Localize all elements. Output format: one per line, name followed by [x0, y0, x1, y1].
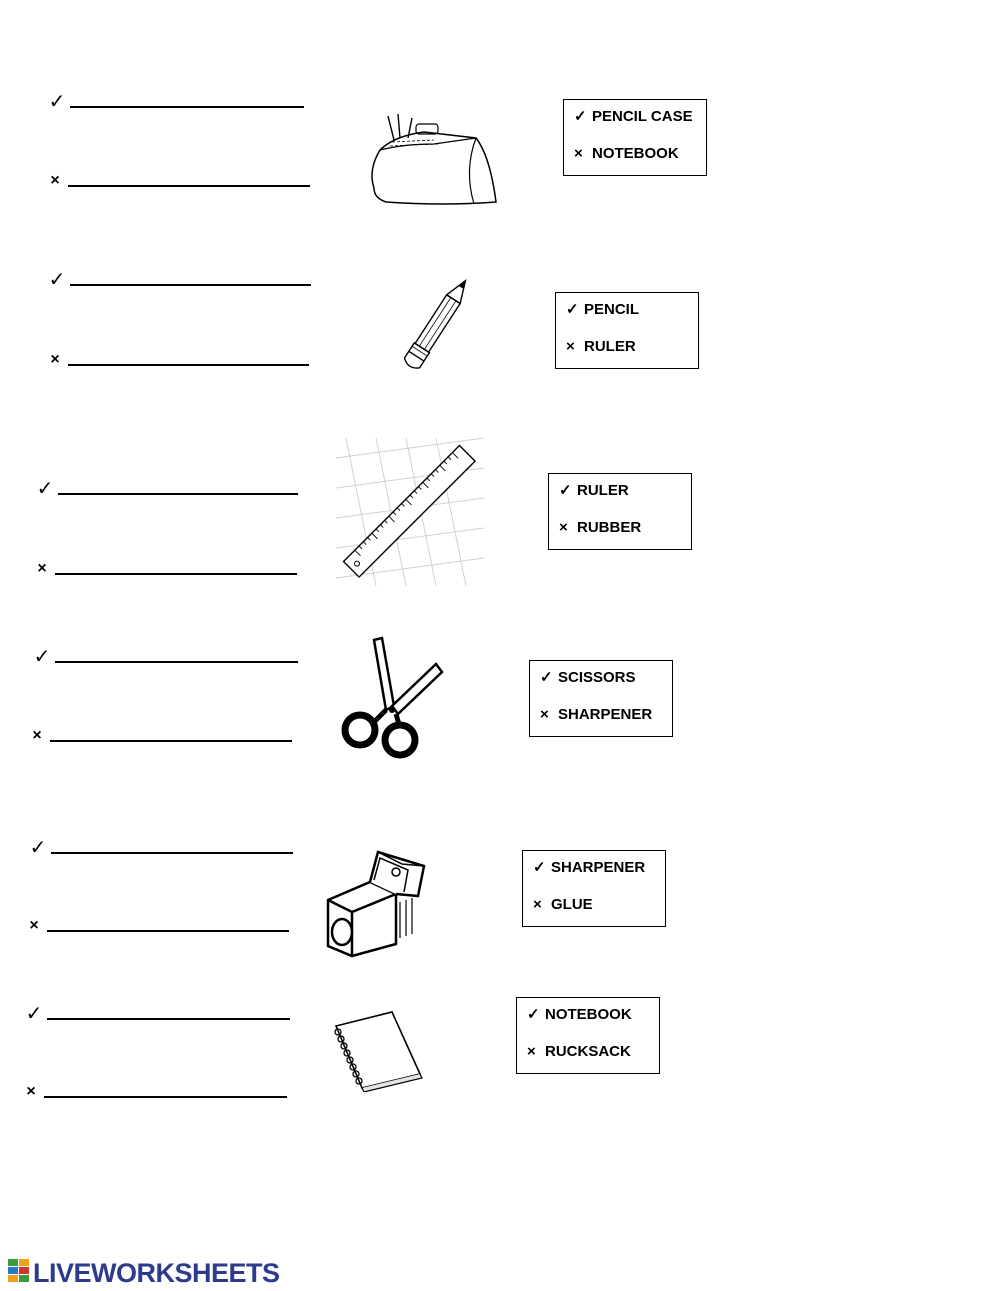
cross-icon: × [574, 145, 583, 162]
answer-line-correct-6 [25, 1000, 290, 1024]
answer-input-correct-6[interactable] [47, 1018, 290, 1020]
check-icon: ✓ [533, 859, 546, 876]
answer-line-wrong-1 [46, 167, 310, 191]
check-icon: ✓ [540, 669, 553, 686]
option-correct: ✓ NOTEBOOK [527, 1004, 649, 1041]
option-correct: ✓ SCISSORS [540, 667, 662, 704]
answer-input-correct-2[interactable] [70, 284, 311, 286]
option-wrong: × RULER [566, 336, 688, 373]
cross-icon: × [50, 172, 60, 189]
brand-name: LIVEWORKSHEETS [33, 1258, 280, 1288]
option-wrong: × NOTEBOOK [574, 143, 696, 180]
answer-line-wrong-6 [22, 1078, 287, 1102]
check-icon: ✓ [33, 646, 51, 668]
check-icon: ✓ [574, 108, 587, 125]
cross-icon: × [540, 706, 549, 723]
answer-input-correct-4[interactable] [55, 661, 298, 663]
check-icon: ✓ [566, 301, 579, 318]
answer-input-correct-1[interactable] [70, 106, 304, 108]
answer-input-correct-5[interactable] [51, 852, 293, 854]
answer-line-wrong-2 [46, 346, 309, 370]
cross-icon: × [559, 519, 568, 536]
scissors-icon [338, 636, 450, 760]
answer-input-correct-3[interactable] [58, 493, 298, 495]
option-wrong: × RUBBER [559, 517, 681, 554]
option-correct: ✓ SHARPENER [533, 857, 655, 894]
cross-icon: × [566, 338, 575, 355]
answer-input-wrong-3[interactable] [55, 573, 297, 575]
answer-line-wrong-3 [33, 555, 297, 579]
answer-line-correct-5 [29, 834, 293, 858]
answer-options-3 [548, 473, 692, 550]
cross-icon: × [50, 351, 60, 368]
option-wrong: × SHARPENER [540, 704, 662, 741]
liveworksheets-logo-icon [8, 1259, 30, 1288]
option-correct: ✓ PENCIL [566, 299, 688, 336]
cross-icon: × [533, 896, 542, 913]
answer-input-wrong-6[interactable] [44, 1096, 287, 1098]
cross-icon: × [527, 1043, 536, 1060]
answer-line-correct-3 [36, 475, 298, 499]
check-icon: ✓ [527, 1006, 540, 1023]
answer-line-correct-4 [33, 643, 298, 667]
cross-icon: × [26, 1083, 36, 1100]
answer-options-5 [522, 850, 666, 927]
pencil-icon [396, 272, 476, 380]
answer-options-4 [529, 660, 673, 737]
answer-line-correct-1 [48, 88, 304, 112]
notebook-icon [328, 1008, 424, 1092]
check-icon: ✓ [48, 269, 66, 291]
answer-options-1 [563, 99, 707, 176]
ruler-icon [336, 438, 484, 586]
answer-input-wrong-1[interactable] [68, 185, 310, 187]
check-icon: ✓ [559, 482, 572, 499]
liveworksheets-logo[interactable] [8, 1258, 280, 1289]
option-correct: ✓ PENCIL CASE [574, 106, 696, 143]
answer-input-wrong-5[interactable] [47, 930, 289, 932]
answer-line-wrong-5 [25, 912, 289, 936]
option-wrong: × RUCKSACK [527, 1041, 649, 1078]
check-icon: ✓ [29, 837, 47, 859]
pencil-case-icon [364, 110, 504, 210]
answer-options-6 [516, 997, 660, 1074]
answer-line-wrong-4 [28, 722, 292, 746]
check-icon: ✓ [25, 1003, 43, 1025]
check-icon: ✓ [48, 91, 66, 113]
sharpener-icon [322, 846, 430, 958]
cross-icon: × [32, 727, 42, 744]
cross-icon: × [37, 560, 47, 577]
option-correct: ✓ RULER [559, 480, 681, 517]
answer-input-wrong-2[interactable] [68, 364, 309, 366]
answer-line-correct-2 [48, 266, 311, 290]
answer-input-wrong-4[interactable] [50, 740, 292, 742]
answer-options-2 [555, 292, 699, 369]
check-icon: ✓ [36, 478, 54, 500]
option-wrong: × GLUE [533, 894, 655, 931]
cross-icon: × [29, 917, 39, 934]
